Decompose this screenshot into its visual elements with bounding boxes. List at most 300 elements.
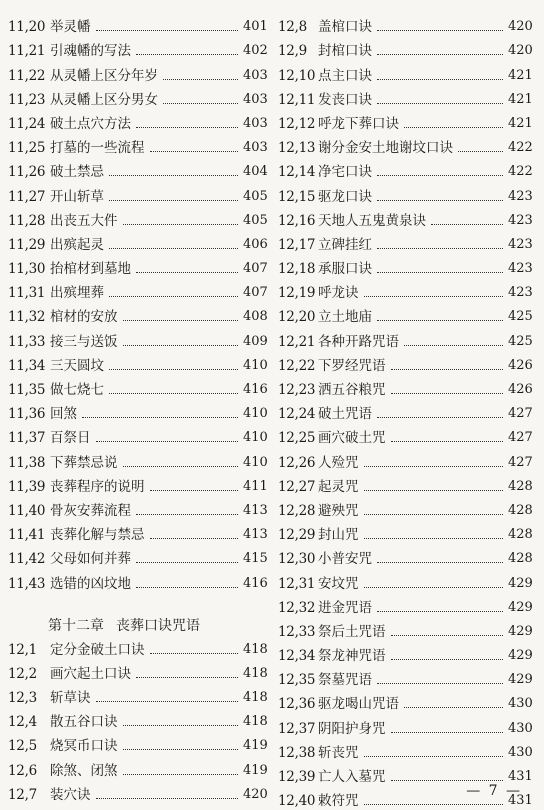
entry-title: 祭后土咒语 (318, 623, 386, 640)
dot-leader (136, 586, 238, 588)
entry-number: 12,10 (278, 67, 316, 84)
entry-page: 406 (243, 236, 268, 252)
entry-title: 斩丧咒 (318, 744, 359, 761)
dot-leader (377, 29, 503, 31)
dot-leader (136, 126, 238, 128)
entry-number: 11,27 (8, 188, 46, 205)
entry-page: 430 (508, 744, 533, 760)
toc-entry (8, 206, 267, 230)
entry-number: 12,1 (8, 641, 37, 658)
entry-page: 415 (243, 551, 268, 567)
entry-title: 画穴破土咒 (318, 430, 386, 447)
entry-page: 428 (508, 502, 533, 518)
entry-number: 11,33 (8, 333, 46, 350)
entry-page: 410 (243, 406, 268, 422)
entry-page: 421 (508, 115, 533, 131)
entry-number: 12,35 (278, 672, 316, 689)
entry-title: 接三与送饭 (50, 333, 118, 350)
entry-page: 420 (508, 43, 533, 59)
dot-leader (136, 676, 238, 678)
entry-page: 419 (243, 738, 268, 754)
entry-page: 407 (243, 285, 268, 301)
entry-title: 安坟咒 (318, 575, 359, 592)
dot-leader (109, 368, 238, 370)
toc-entry (8, 36, 267, 60)
toc-entry (8, 780, 267, 804)
dot-leader (377, 319, 503, 321)
entry-number: 11,36 (8, 406, 46, 423)
entry-number: 11,22 (8, 67, 46, 84)
entry-page: 420 (243, 786, 268, 802)
entry-number: 12,39 (278, 769, 316, 785)
dot-leader (391, 779, 504, 781)
toc-entry (8, 302, 267, 326)
dot-leader (123, 724, 239, 726)
entry-number: 11,42 (8, 551, 46, 568)
entry-page: 431 (508, 769, 533, 784)
entry-page: 403 (243, 67, 268, 83)
toc-entry (8, 659, 267, 683)
dot-leader (123, 344, 239, 346)
entry-number: 12,2 (8, 665, 37, 682)
dot-leader (391, 658, 504, 660)
entry-title: 发丧口诀 (318, 91, 372, 108)
toc-entry (278, 181, 532, 205)
entry-title: 三天圆坟 (50, 357, 104, 374)
entry-number: 11,34 (8, 357, 46, 374)
entry-number: 12,6 (8, 762, 37, 779)
entry-page: 423 (508, 285, 533, 301)
dot-leader (150, 489, 239, 491)
toc-entry (278, 206, 532, 230)
entry-number: 12,16 (278, 212, 316, 229)
toc-entry (8, 707, 267, 731)
entry-number: 11,35 (8, 382, 46, 398)
toc-entry (278, 254, 532, 278)
toc-entry (278, 641, 532, 665)
entry-number: 12,11 (278, 91, 316, 108)
entry-title: 人殓咒 (318, 454, 359, 471)
entry-title: 敕符咒 (318, 793, 359, 810)
toc-entry (8, 568, 267, 592)
toc-right-column (278, 12, 532, 810)
entry-page: 418 (243, 641, 268, 657)
toc-entry (8, 133, 267, 157)
toc-entry (278, 230, 532, 254)
dot-leader (150, 150, 239, 152)
entry-number: 12,36 (278, 696, 316, 713)
entry-page: 429 (508, 575, 533, 591)
dot-leader (96, 797, 239, 799)
entry-page: 418 (243, 665, 268, 681)
toc-entry (8, 375, 267, 399)
entry-page: 408 (243, 309, 268, 325)
entry-title: 丧葬程序的说明 (50, 478, 145, 495)
entry-number: 11,23 (8, 91, 46, 108)
entry-title: 封棺口诀 (318, 43, 372, 60)
entry-number: 12,34 (278, 648, 316, 665)
entry-title: 散五谷口诀 (50, 714, 118, 731)
entry-number: 12,3 (8, 690, 37, 707)
entry-number: 12,12 (278, 115, 316, 132)
toc-entry (8, 109, 267, 133)
toc-entry (278, 496, 532, 520)
entry-page: 410 (243, 430, 268, 446)
entry-page: 431 (508, 793, 533, 809)
dot-leader (163, 102, 238, 104)
toc-entry (8, 60, 267, 84)
dot-leader (150, 537, 239, 539)
dot-leader (123, 773, 239, 775)
entry-title: 引魂幡的写法 (50, 43, 131, 60)
dot-leader (404, 126, 503, 128)
toc-entry (8, 85, 267, 109)
toc-entry (8, 755, 267, 779)
entry-number: 11,39 (8, 478, 46, 495)
dot-leader (377, 682, 503, 684)
entry-number: 11,25 (8, 140, 46, 157)
entry-number: 12,23 (278, 382, 316, 398)
entry-number: 12,9 (278, 43, 307, 60)
entry-number: 12,7 (8, 786, 37, 803)
entry-title: 斩草诀 (50, 690, 91, 707)
entry-title: 避殃咒 (318, 502, 359, 519)
toc-entry (278, 447, 532, 471)
entry-page: 429 (508, 599, 533, 615)
toc-entry (8, 12, 267, 36)
entry-number: 12,40 (278, 793, 316, 810)
dot-leader (377, 247, 503, 249)
toc-entry (8, 635, 267, 659)
dot-leader (109, 174, 238, 176)
entry-title: 从灵幡上区分男女 (50, 91, 158, 108)
entry-title: 画穴起土口诀 (50, 665, 131, 682)
entry-title: 小普安咒 (318, 551, 372, 568)
entry-page: 405 (243, 212, 268, 228)
entry-title: 举灵幡 (50, 19, 91, 36)
toc-entry (278, 568, 532, 592)
entry-number: 11,32 (8, 309, 46, 326)
toc-entry (278, 12, 532, 36)
dot-leader (109, 199, 238, 201)
entry-page: 422 (508, 140, 533, 156)
entry-number: 11,40 (8, 502, 46, 519)
entry-title: 承服口诀 (318, 261, 372, 278)
entry-page: 427 (508, 454, 533, 470)
dot-leader (404, 706, 503, 708)
entry-number: 12,38 (278, 744, 316, 761)
entry-title: 立土地庙 (318, 309, 372, 326)
toc-entry (8, 351, 267, 375)
entry-title: 呼龙下葬口诀 (318, 115, 399, 132)
entries-chapter-12 (8, 635, 267, 804)
entry-page: 427 (508, 430, 533, 446)
entry-number: 12,29 (278, 527, 316, 544)
entry-page: 419 (243, 762, 268, 778)
dot-leader (136, 513, 238, 515)
entry-number: 11,31 (8, 285, 46, 302)
entry-number: 12,17 (278, 236, 316, 253)
entry-page: 426 (508, 382, 533, 397)
entry-title: 百祭日 (50, 430, 91, 447)
toc-entry (278, 302, 532, 326)
entry-page: 416 (243, 382, 268, 397)
toc-entry (278, 351, 532, 375)
toc-entry (278, 689, 532, 713)
entry-page: 409 (243, 333, 268, 349)
entry-page: 420 (508, 19, 533, 35)
entry-title: 洒五谷粮咒 (318, 382, 386, 398)
entry-title: 烧冥币口诀 (50, 738, 118, 755)
entry-page: 402 (243, 43, 268, 59)
entry-number: 12,27 (278, 478, 316, 495)
toc-entry (278, 713, 532, 737)
dot-leader (377, 416, 503, 418)
entry-title: 阴阳护身咒 (318, 720, 386, 737)
dot-leader (82, 416, 238, 418)
dot-leader (109, 247, 238, 249)
entry-page: 410 (243, 454, 268, 470)
toc-entry (278, 399, 532, 423)
toc-entry (8, 447, 267, 471)
entry-page: 421 (508, 67, 533, 83)
toc-entry (8, 278, 267, 302)
chapter-heading (8, 611, 267, 635)
toc-entry (278, 617, 532, 641)
entry-number: 12,31 (278, 575, 316, 592)
dot-leader (109, 392, 238, 394)
entry-number: 12,8 (278, 19, 307, 36)
chapter-label: 第十二章 (48, 617, 104, 634)
toc-entry (8, 544, 267, 568)
entry-title: 打墓的一些流程 (50, 140, 145, 157)
toc-entry (8, 399, 267, 423)
entry-page: 418 (243, 690, 268, 706)
dot-leader (123, 465, 239, 467)
entry-title: 驱龙喝山咒语 (318, 696, 399, 713)
toc-entry (8, 157, 267, 181)
toc-entry (8, 496, 267, 520)
toc-entry (8, 423, 267, 447)
entry-number: 11,28 (8, 212, 46, 229)
entry-title: 祭龙神咒语 (318, 648, 386, 665)
entries-chapter-12-continued (278, 12, 532, 810)
entry-title: 定分金破土口诀 (50, 641, 145, 658)
entry-number: 11,43 (8, 575, 46, 592)
entry-title: 净宅口诀 (318, 164, 372, 181)
entry-number: 12,26 (278, 454, 316, 471)
dot-leader (136, 53, 238, 55)
dot-leader (431, 223, 503, 225)
dot-leader (136, 561, 238, 563)
entry-title: 立碑挂红 (318, 236, 372, 253)
dot-leader (364, 537, 504, 539)
dot-leader (377, 199, 503, 201)
dot-leader (96, 29, 239, 31)
entry-page: 428 (508, 478, 533, 494)
toc-entry (8, 326, 267, 350)
entry-page: 422 (508, 164, 533, 180)
entry-title: 出殡埋葬 (50, 285, 104, 302)
chapter-title: 丧葬口诀咒语 (116, 617, 200, 634)
dot-leader (391, 440, 504, 442)
entry-page: 410 (243, 357, 268, 373)
entry-title: 破土禁忌 (50, 164, 104, 181)
entry-title: 除煞、闭煞 (50, 762, 118, 779)
dot-leader (377, 102, 503, 104)
entry-number: 12,30 (278, 551, 316, 568)
entry-title: 祭墓咒语 (318, 672, 372, 689)
dot-leader (391, 392, 504, 394)
dot-leader (96, 700, 239, 702)
entry-title: 亡人入墓咒 (318, 769, 386, 785)
dot-leader (391, 634, 504, 636)
toc-entry (8, 181, 267, 205)
dot-leader (458, 150, 503, 152)
entry-number: 12,20 (278, 309, 316, 326)
entry-number: 12,13 (278, 140, 316, 157)
dot-leader (123, 319, 239, 321)
entry-number: 12,19 (278, 285, 316, 302)
entry-title: 下罗经咒语 (318, 357, 386, 374)
entry-title: 各种开路咒语 (318, 333, 399, 350)
toc-entry (278, 133, 532, 157)
dot-leader (377, 78, 503, 80)
entry-title: 从灵幡上区分年岁 (50, 67, 158, 84)
entry-page: 403 (243, 140, 268, 156)
entry-title: 开山斩草 (50, 188, 104, 205)
toc-entry (278, 36, 532, 60)
entry-title: 棺材的安放 (50, 309, 118, 326)
toc-entry (278, 60, 532, 84)
dot-leader (123, 748, 239, 750)
entry-page: 430 (508, 696, 533, 712)
entry-number: 12,21 (278, 333, 316, 350)
entry-number: 12,15 (278, 188, 316, 205)
toc-entry (8, 472, 267, 496)
dot-leader (364, 295, 504, 297)
toc-entry (278, 520, 532, 544)
entry-page: 423 (508, 236, 533, 252)
dot-leader (364, 489, 504, 491)
entry-number: 12,28 (278, 502, 316, 519)
entry-title: 谢分金安土地谢坟口诀 (318, 140, 453, 157)
dot-leader (377, 271, 503, 273)
dot-leader (163, 78, 238, 80)
entry-title: 丧葬化解与禁忌 (50, 527, 145, 544)
toc-entry (278, 278, 532, 302)
entry-page: 413 (243, 502, 268, 518)
entry-number: 11,20 (8, 19, 46, 36)
entry-page: 423 (508, 261, 533, 277)
entry-title: 封山咒 (318, 527, 359, 544)
dot-leader (109, 295, 238, 297)
entry-title: 破土咒语 (318, 406, 372, 423)
toc-entry (278, 157, 532, 181)
entry-page: 411 (243, 478, 268, 494)
entry-title: 选错的凶坟地 (50, 575, 131, 592)
entry-number: 12,4 (8, 714, 37, 731)
entry-page: 429 (508, 672, 533, 688)
entry-number: 11,24 (8, 115, 46, 132)
dot-leader (391, 368, 504, 370)
entry-title: 抬棺材到墓地 (50, 261, 131, 278)
dot-leader (96, 440, 239, 442)
entry-page: 428 (508, 527, 533, 543)
dot-leader (377, 610, 503, 612)
dot-leader (364, 803, 504, 805)
entry-title: 出丧五大件 (50, 212, 118, 229)
toc-entry (278, 544, 532, 568)
entry-number: 12,5 (8, 738, 37, 755)
toc-entry (8, 230, 267, 254)
entry-page: 423 (508, 188, 533, 204)
entry-number: 11,26 (8, 164, 46, 181)
entry-page: 430 (508, 720, 533, 736)
toc-entry (8, 520, 267, 544)
dot-leader (136, 271, 238, 273)
entry-number: 12,22 (278, 357, 316, 374)
dot-leader (377, 174, 503, 176)
entry-page: 429 (508, 648, 533, 664)
entry-page: 429 (508, 623, 533, 639)
entry-title: 父母如何并葬 (50, 551, 131, 568)
dot-leader (391, 731, 504, 733)
entry-page: 425 (508, 309, 533, 325)
entry-title: 盖棺口诀 (318, 19, 372, 36)
entry-number: 12,32 (278, 599, 316, 616)
entry-title: 出殡起灵 (50, 236, 104, 253)
dot-leader (150, 652, 239, 654)
dot-leader (377, 53, 503, 55)
entry-title: 点主口诀 (318, 67, 372, 84)
toc-entry (278, 665, 532, 689)
dot-leader (377, 561, 503, 563)
entry-title: 起灵咒 (318, 478, 359, 495)
entry-page: 423 (508, 212, 533, 228)
entries-chapter-11 (8, 12, 267, 593)
entry-page: 421 (508, 91, 533, 107)
toc-entry (278, 326, 532, 350)
entry-page: 416 (243, 575, 268, 591)
entry-page: 403 (243, 115, 268, 131)
toc-entry (8, 254, 267, 278)
dot-leader (364, 513, 504, 515)
entry-title: 装穴诀 (50, 786, 91, 803)
toc-entry (278, 593, 532, 617)
dot-leader (404, 344, 503, 346)
entry-page: 428 (508, 551, 533, 567)
dot-leader (364, 755, 504, 757)
entry-number: 11,37 (8, 430, 46, 447)
dot-leader (364, 465, 504, 467)
toc-left-column (8, 12, 267, 804)
entry-page: 425 (508, 333, 533, 349)
entry-number: 11,41 (8, 527, 46, 544)
dot-leader (123, 223, 239, 225)
entry-title: 回煞 (50, 406, 77, 423)
entry-page: 405 (243, 188, 268, 204)
entry-title: 破土点穴方法 (50, 115, 131, 132)
entry-page: 407 (243, 261, 268, 277)
toc-entry (278, 85, 532, 109)
entry-title: 下葬禁忌说 (50, 454, 118, 471)
entry-number: 11,21 (8, 43, 46, 60)
entry-number: 11,38 (8, 454, 46, 471)
entry-number: 11,29 (8, 236, 46, 253)
entry-page: 403 (243, 91, 268, 107)
toc-entry (278, 472, 532, 496)
